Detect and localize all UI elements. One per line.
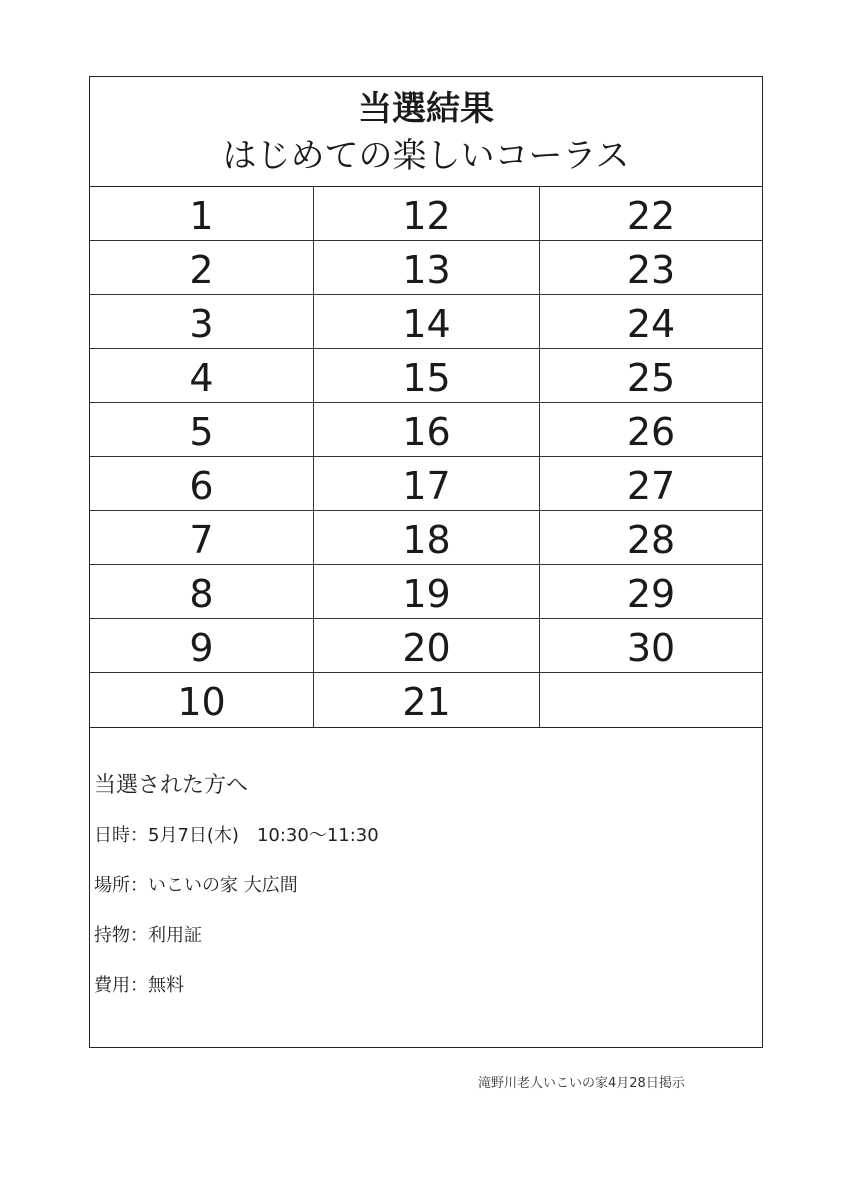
notice-items: 持物：利用証	[94, 925, 202, 946]
number-cell: 25	[540, 349, 762, 403]
number-cell: 10	[90, 673, 314, 727]
number-cell: 13	[314, 241, 540, 295]
number-cell: 2	[90, 241, 314, 295]
number-cell: 5	[90, 403, 314, 457]
notice-heading: 当選された方へ	[94, 773, 249, 798]
number-cell: 12	[314, 187, 540, 241]
number-cell: 4	[90, 349, 314, 403]
number-cell: 22	[540, 187, 762, 241]
posting-footer: 滝野川老人いこいの家4月28日掲示	[478, 1076, 685, 1091]
number-cell: 1	[90, 187, 314, 241]
number-cell: 28	[540, 511, 762, 565]
page-title: 当選結果	[358, 89, 494, 129]
number-cell: 23	[540, 241, 762, 295]
course-name: はじめての楽しいコーラス	[222, 136, 630, 176]
title-block	[90, 77, 762, 187]
number-cell: 18	[314, 511, 540, 565]
notice-datetime: 日時：5月7日(木) 10:30〜11:30	[94, 825, 379, 846]
number-cell: 15	[314, 349, 540, 403]
number-cell: 6	[90, 457, 314, 511]
number-cell: 8	[90, 565, 314, 619]
number-cell: 16	[314, 403, 540, 457]
number-cell: 29	[540, 565, 762, 619]
notice-section	[90, 728, 762, 997]
number-cell: 17	[314, 457, 540, 511]
number-cell: 21	[314, 673, 540, 727]
number-cell: 26	[540, 403, 762, 457]
number-cell: 3	[90, 295, 314, 349]
number-cell: 14	[314, 295, 540, 349]
number-cell: 24	[540, 295, 762, 349]
winning-numbers-table	[90, 187, 762, 728]
notice-place: 場所：いこいの家 大広間	[94, 875, 298, 896]
number-cell: 20	[314, 619, 540, 673]
number-cell: 19	[314, 565, 540, 619]
number-cell: 7	[90, 511, 314, 565]
number-cell: 30	[540, 619, 762, 673]
empty-cell	[540, 673, 762, 727]
results-sheet	[89, 76, 763, 1048]
number-cell: 9	[90, 619, 314, 673]
notice-cost: 費用：無料	[94, 975, 184, 996]
number-cell: 27	[540, 457, 762, 511]
